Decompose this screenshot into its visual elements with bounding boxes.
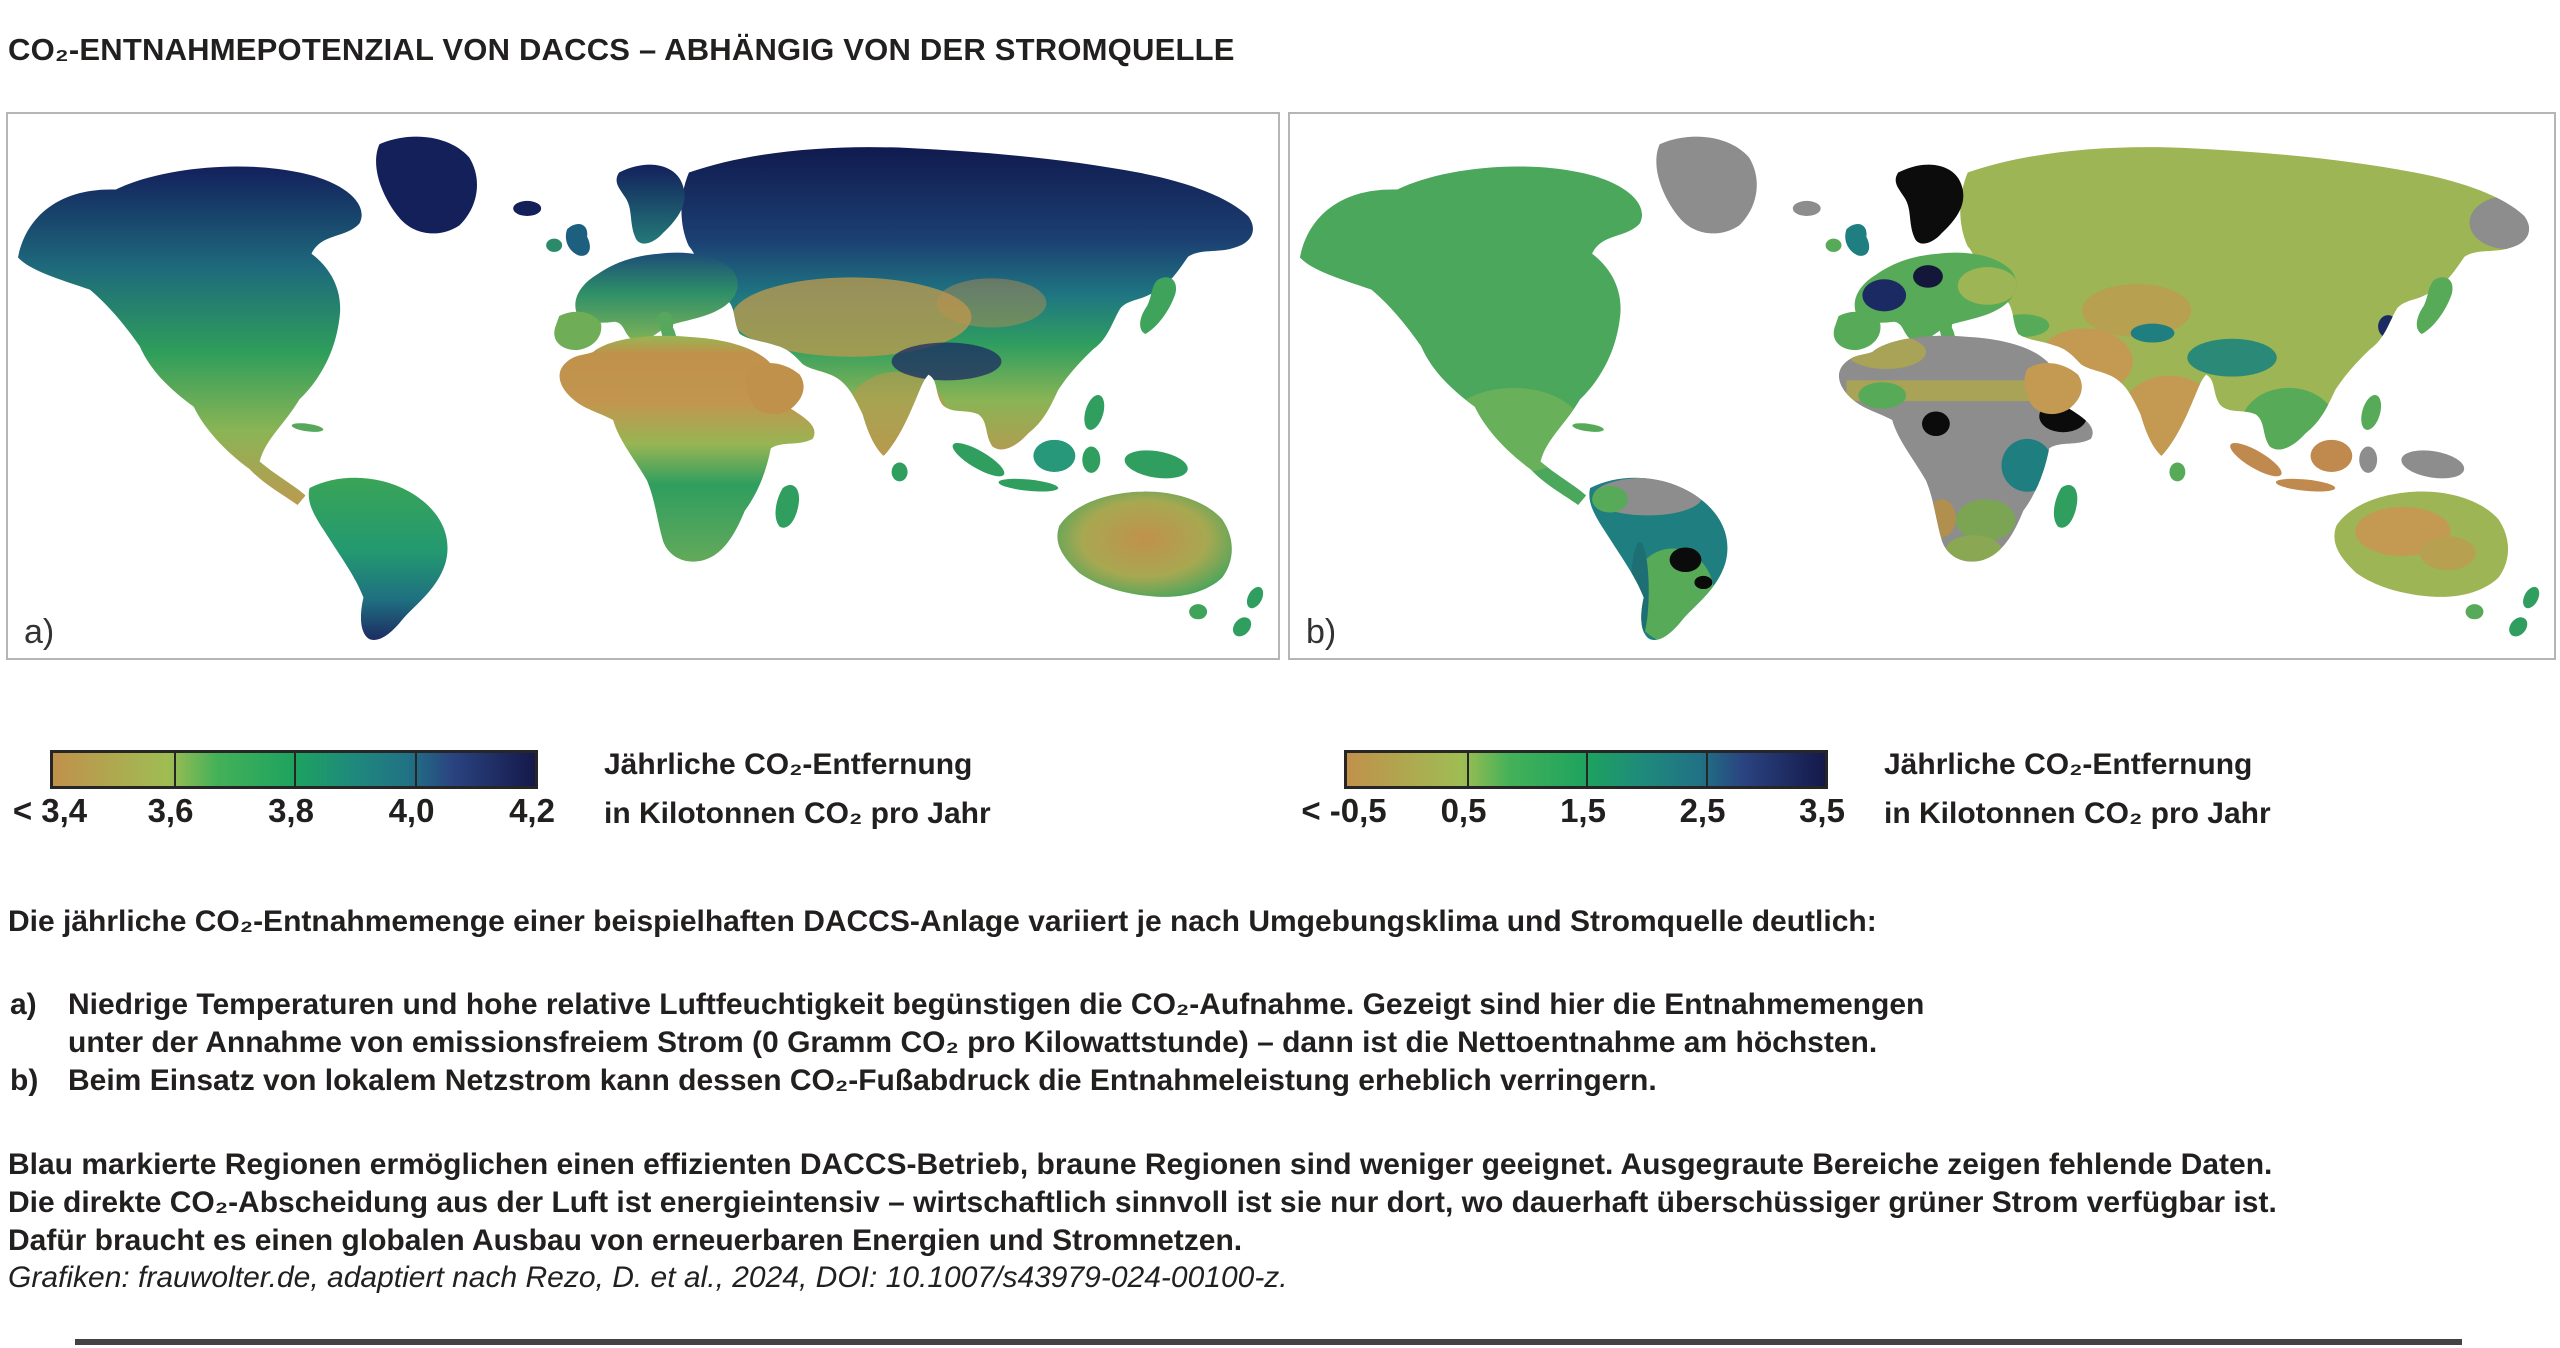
colorbar-b [1344,750,1828,789]
tick-label: 3,5 [1799,792,1845,829]
panel-label-a: a) [24,613,55,651]
outro-line1: Blau markierte Regionen ermöglichen einen effizienten DACCS-Betrieb, braune Regionen sind weniger geeignet. Ausgegraute Bereiche zeigen fehlende Daten. [8,1148,2273,1181]
tick-label: 4,2 [509,792,555,829]
tick-label: 0,5 [1440,792,1487,829]
outro-line3: Dafür braucht es einen globalen Ausbau von erneuerbaren Energien und Stromnetzen. [8,1224,1243,1257]
colorbar-divider [1586,753,1588,786]
map-panel-b [1288,112,2556,660]
legend-b-caption [1884,740,2271,838]
panel-label-b: b) [1306,613,1337,651]
tick-label: 1,5 [1560,792,1606,829]
outro-line2: Die direkte CO₂-Abscheidung aus der Luft ist energieintensiv – wirtschaftlich sinnvoll ist sie nur dort, wo dauerhaft überschüssiger grüner Strom verfügbar ist. [8,1186,2277,1219]
colorbar-divider [415,753,417,786]
item-b-line1: Beim Einsatz von lokalem Netzstrom kann dessen CO₂-Fußabdruck die Entnahmeleistung erheblich verringern. [68,1064,1657,1097]
credit-line: Grafiken: frauwolter.de, adaptiert nach Rezo, D. et al., 2024, DOI: 10.1007/s43979-024-00100-z. [8,1261,1288,1294]
legend-b-caption-line2: in Kilotonnen CO₂ pro Jahr [1884,797,2271,830]
legend-a-caption [604,740,991,838]
item-a-marker: a) [10,988,37,1021]
tick-label: 3,6 [147,792,194,829]
tick-label: < -0,5 [1301,792,1387,829]
colorbar-divider [1706,753,1708,786]
colorbar-divider [174,753,176,786]
intro-text: Die jährliche CO₂-Entnahmemenge einer beispielhaften DACCS-Anlage variiert je nach Umgebungsklima und Stromquelle deutlich: [8,905,1877,938]
world-map-b [1290,114,2554,658]
item-a-line2: unter der Annahme von emissionsfreiem Strom (0 Gramm CO₂ pro Kilowattstunde) – dann ist die Nettoentnahme am höchsten. [68,1026,1878,1059]
tick-label: < 3,4 [12,792,88,829]
colorbar-divider [294,753,296,786]
legend-a-caption-line1: Jährliche CO₂-Entfernung [604,748,973,781]
tick-label: 2,5 [1679,792,1726,829]
tick-label: 4,0 [388,792,435,829]
colorbar-a [50,750,538,789]
page-title: CO₂-ENTNAHMEPOTENZIAL VON DACCS – ABHÄNGIG VON DER STROMQUELLE [8,32,1235,67]
item-a-line1: Niedrige Temperaturen und hohe relative Luftfeuchtigkeit begünstigen die CO₂-Aufnahme. Gezeigt sind hier die Entnahmemengen [68,988,1925,1021]
colorbar-a-ticks [12,792,555,832]
world-map-a [8,114,1278,658]
legend-b-caption-line1: Jährliche CO₂-Entfernung [1884,748,2253,781]
colorbar-b-ticks [1301,792,1845,832]
colorbar-divider [1467,753,1469,786]
tick-label: 3,8 [268,792,314,829]
legend-a-caption-line2: in Kilotonnen CO₂ pro Jahr [604,797,991,830]
bottom-rule [75,1339,2462,1345]
item-b-marker: b) [10,1064,39,1097]
map-panel-a [6,112,1280,660]
